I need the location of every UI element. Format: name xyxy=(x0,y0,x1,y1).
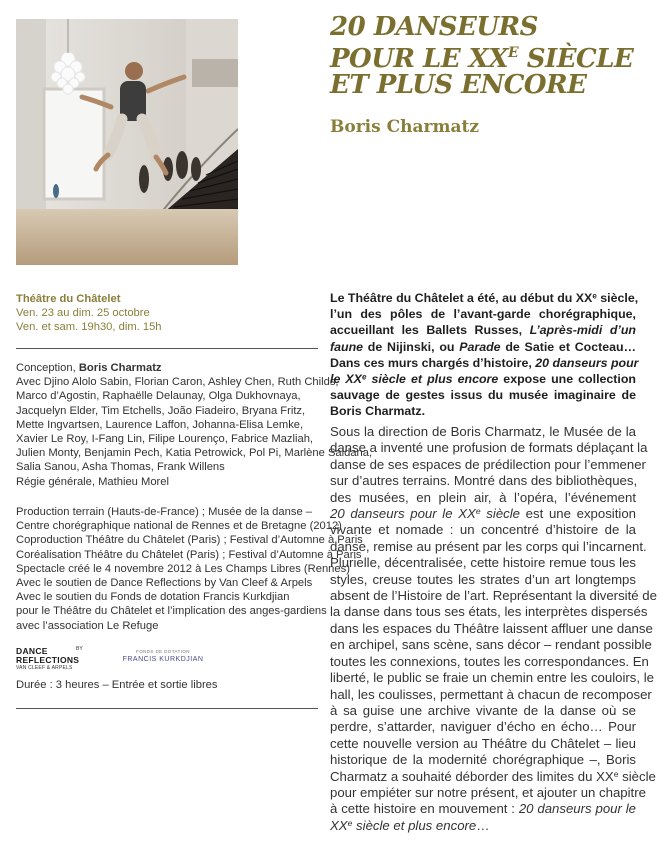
venue-dates: Ven. 23 au dim. 25 octobre xyxy=(16,307,150,320)
dr-by: BY xyxy=(76,646,83,652)
credits-conception xyxy=(16,361,321,375)
body-line: absent de l’Histoire de l’art. Représentant la diversité de xyxy=(330,588,657,604)
body-line: en archipel, sans scène, sans décor – rendant possible xyxy=(330,637,652,653)
body-line: danse a inventé une profusion de formats déplaçant la xyxy=(330,440,648,456)
body-line xyxy=(330,818,636,834)
dr-van-cleef: VAN CLEEF & ARPELS xyxy=(16,665,73,671)
body-line xyxy=(330,801,636,817)
body-line: danse de ses espaces de prédilection pour l’emmener xyxy=(330,456,646,472)
production-line: Spectacle créé le 4 novembre 2012 à Les Champs Libres (Rennes) xyxy=(16,562,350,575)
intro-line: Boris Charmatz. xyxy=(330,404,426,419)
title-line-2-sup: E xyxy=(508,45,519,61)
title-line-2-end: SIÈCLE xyxy=(518,44,634,74)
body-italic xyxy=(330,818,476,833)
intro-line xyxy=(330,339,636,355)
intro-text: de Nijinski, ou xyxy=(363,339,460,354)
credits-line: Julien Monty, Benjamin Pech, Katia Petrowick, Pol Pi, Marlène Saldana, xyxy=(16,447,373,460)
body-line: danse, remise au présent par les corps qui l’incarnent. xyxy=(330,538,647,554)
intro-line: sauvage de gestes issus du musée imaginaire de xyxy=(330,388,636,403)
intro-italic: L’après-midi d’un xyxy=(529,323,636,338)
intro-line xyxy=(330,371,636,387)
body-text: … xyxy=(476,817,490,833)
intro-line: l’un des pôles de l’avant-garde chorégraphique, xyxy=(330,307,636,322)
sponsor-logos xyxy=(16,646,216,672)
intro-text: accueillant les Ballets Russes, xyxy=(330,323,530,338)
title-line-2-text: POUR LE XX xyxy=(330,44,509,74)
duration-info: Durée : 3 heures – Entrée et sortie libres xyxy=(16,679,218,691)
body-text: siècle et plus encore xyxy=(352,817,477,833)
intro-italic: faune xyxy=(330,339,364,354)
fk-name: FRANCIS KURKDJIAN xyxy=(122,656,204,663)
page-title xyxy=(330,14,650,98)
body-line xyxy=(330,768,656,785)
body-text: XX xyxy=(330,817,348,833)
body-line xyxy=(330,506,636,522)
body-line: vivante et nomade : un concentré d’histoire de la xyxy=(330,522,636,538)
dr-line-2: REFLECTIONS xyxy=(16,655,80,665)
body-text: siècle xyxy=(480,506,521,522)
production-line: Avec le soutien de Dance Reflections by Van Cleef & Arpels xyxy=(16,577,313,590)
production-line: Coréalisation Théâtre du Châtelet (Paris) ; Festival d’Automne à Paris xyxy=(16,548,362,561)
dance-reflections-wordmark xyxy=(16,647,79,665)
body-line: historique de la modernité chorégraphique –, Boris xyxy=(330,752,636,768)
intro-text: siècle et plus encore xyxy=(366,372,499,387)
intro-text: expose une collection xyxy=(498,372,636,387)
credits-line: Régie générale, Mathieu Morel xyxy=(16,475,169,488)
production-line: Avec le soutien du Fonds de dotation Francis Kurkdjian xyxy=(16,591,290,604)
intro-text: Dans ces murs chargés d’histoire, xyxy=(330,355,536,370)
credits-line: Marco d’Agostin, Raphaëlle Delaunay, Olga Dukhovnaya, xyxy=(16,390,301,403)
body-sup: e xyxy=(613,768,619,779)
intro-italic xyxy=(330,372,498,386)
intro-italic: Parade xyxy=(459,339,501,354)
production-line: Centre chorégraphique national de Rennes et de Bretagne (2012) xyxy=(16,520,342,533)
title-line-3: ET PLUS ENCORE xyxy=(330,70,587,100)
body-line: dans les espaces du Théâtre laissent affluer une danse xyxy=(330,620,653,636)
body-line: liberté, le public se fraie un chemin entre les couloirs, le xyxy=(330,670,654,686)
fk-label: FONDS DE DOTATION xyxy=(136,649,190,654)
body-line: pour empiéter sur notre présent, et ajouter un chapitre xyxy=(330,784,646,800)
credits-line: Mette Ingvartsen, Laurence Laffon, Johanna-Elisa Lemke, xyxy=(16,418,304,431)
body-line: hall, les coulisses, permettant à chacun de recomposer xyxy=(330,686,652,702)
production-line: avec l’association Le Refuge xyxy=(16,619,159,632)
credits-line: Jacquelyn Elder, Tim Etchells, João Fiadeiro, Bryana Fritz, xyxy=(16,404,306,417)
photo-illustration xyxy=(16,19,238,265)
production-line: Coproduction Théâtre du Châtelet (Paris) ; Festival d’Automne à Paris xyxy=(16,534,363,547)
intro-paragraph xyxy=(330,290,639,420)
francis-kurkdjian-logo xyxy=(108,649,218,663)
venue-name: Théâtre du Châtelet xyxy=(16,293,121,305)
divider xyxy=(16,708,318,709)
body-line: Sous la direction de Boris Charmatz, le Musée de la xyxy=(330,424,636,439)
body-line: la danse dans tous ses états, les interprètes dispersés xyxy=(330,604,648,620)
author-name: Boris Charmatz xyxy=(330,117,479,137)
intro-line xyxy=(330,290,639,306)
dancer-photo xyxy=(16,19,238,265)
conception-label: Conception, xyxy=(16,362,79,374)
title-line-1: 20 DANSEURS xyxy=(330,12,538,42)
body-text: est une exposition xyxy=(520,506,636,522)
production-info xyxy=(16,505,363,633)
body-line: à sa guise une archive vivante de la danse où se xyxy=(330,702,636,718)
body-italic xyxy=(330,506,520,521)
divider xyxy=(16,348,318,349)
conception-name: Boris Charmatz xyxy=(78,362,162,374)
body-text: 20 danseurs pour le XX xyxy=(330,506,476,522)
intro-sup: e xyxy=(361,372,367,382)
body-line: des musées, en plein air, à l’opéra, l’événement xyxy=(330,489,636,505)
intro-text: le XX xyxy=(330,372,362,387)
intro-text: de Satie et Cocteau… xyxy=(500,339,636,354)
production-line: pour le Théâtre du Châtelet et l’implication des anges-gardiens xyxy=(16,605,327,618)
body-sup: e xyxy=(347,817,353,828)
dance-reflections-logo xyxy=(16,646,88,672)
body-text: Charmatz a souhaité déborder des limites du XX xyxy=(330,768,614,784)
intro-italic: 20 danseurs pour xyxy=(535,355,639,370)
credits-line: Avec Djino Alolo Sabin, Florian Caron, Ashley Chen, Ruth Childs, xyxy=(16,376,339,389)
venue-hours: Ven. et sam. 19h30, dim. 15h xyxy=(16,321,162,334)
credits-line: Salia Sanou, Asha Thomas, Frank Willens xyxy=(16,461,225,474)
body-paragraph xyxy=(330,424,657,834)
credits-line: Xavier Le Roy, I-Fang Lin, Filipe Lourenço, Fabrice Mazliah, xyxy=(16,433,314,446)
body-line: perdre, s’attarder, naviguer d’écho en écho… Pour xyxy=(330,719,636,735)
intro-sup: e xyxy=(592,291,597,301)
venue-info xyxy=(16,292,321,335)
production-line: Production terrain (Hauts-de-France) ; Musée de la danse – xyxy=(16,506,312,518)
title-line-2 xyxy=(330,40,650,72)
body-italic: 20 danseurs pour le xyxy=(518,801,637,817)
body-line: cette nouvelle version au Théâtre du Châtelet – lieu xyxy=(330,735,636,751)
dr-line-1: DANCE xyxy=(16,646,48,656)
body-line: toutes les connexions, toutes les correspondances. En xyxy=(330,653,649,669)
body-sup: e xyxy=(475,506,481,517)
intro-line xyxy=(330,355,639,371)
body-line: styles, creuse toutes les strates d’un art longtemps xyxy=(330,571,636,587)
body-text: à cette histoire en mouvement : xyxy=(330,801,519,817)
body-line: sur d’autres terrains. Montré dans des bibliothèques, xyxy=(330,473,638,489)
intro-line xyxy=(330,322,636,338)
body-text: siècle xyxy=(618,768,656,784)
intro-text: Le Théâtre du Châtelet a été, au début du XX xyxy=(330,291,593,305)
intro-text: siècle, xyxy=(596,291,639,305)
body-line: Plurielle, décentralisée, cette histoire remue tous les xyxy=(330,555,636,571)
